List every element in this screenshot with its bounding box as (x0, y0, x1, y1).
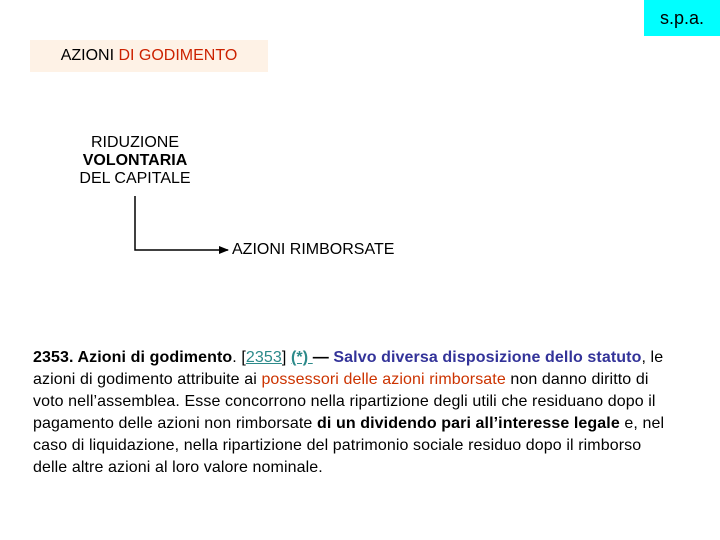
title-part-2: DI GODIMENTO (118, 47, 238, 64)
article-text-2: ] (281, 349, 291, 366)
spa-badge: s.p.a. (644, 0, 720, 36)
article-number-title: 2353. Azioni di godimento (33, 349, 233, 366)
article-text-5: e, nel caso di liquidazione, nella ripartizione del patrimonio sociale residuo dopo il rimborso delle altre azioni al loro valore nominale. (33, 415, 665, 476)
article-dividend: di un dividendo pari all’interesse legale (316, 415, 620, 432)
article-text-1: . [ (232, 349, 246, 366)
source-line-1: RIDUZIONE (91, 134, 179, 151)
article-clause: Salvo diversa disposizione dello statuto (333, 349, 642, 366)
article-text-3: , le azioni di godimento attribuite ai (33, 349, 664, 388)
article-ref-link[interactable]: 2353 (245, 349, 282, 366)
article-text-4: non danno diritto di voto nell’assemblea. Esse concorrono nella ripartizione degli utili che residuano dopo il pagamento delle azioni non rimborsate (33, 371, 656, 432)
target-node: AZIONI RIMBORSATE (232, 241, 395, 258)
article-dash: — (312, 349, 334, 366)
article-holders: possessori delle azioni rimborsate (261, 371, 506, 388)
source-line-3: DEL CAPITALE (79, 170, 191, 187)
article-text (33, 347, 673, 479)
source-line-2: VOLONTARIA (82, 152, 188, 169)
article-note-link[interactable]: (*) (291, 349, 313, 366)
title-part-1: AZIONI (60, 47, 119, 64)
